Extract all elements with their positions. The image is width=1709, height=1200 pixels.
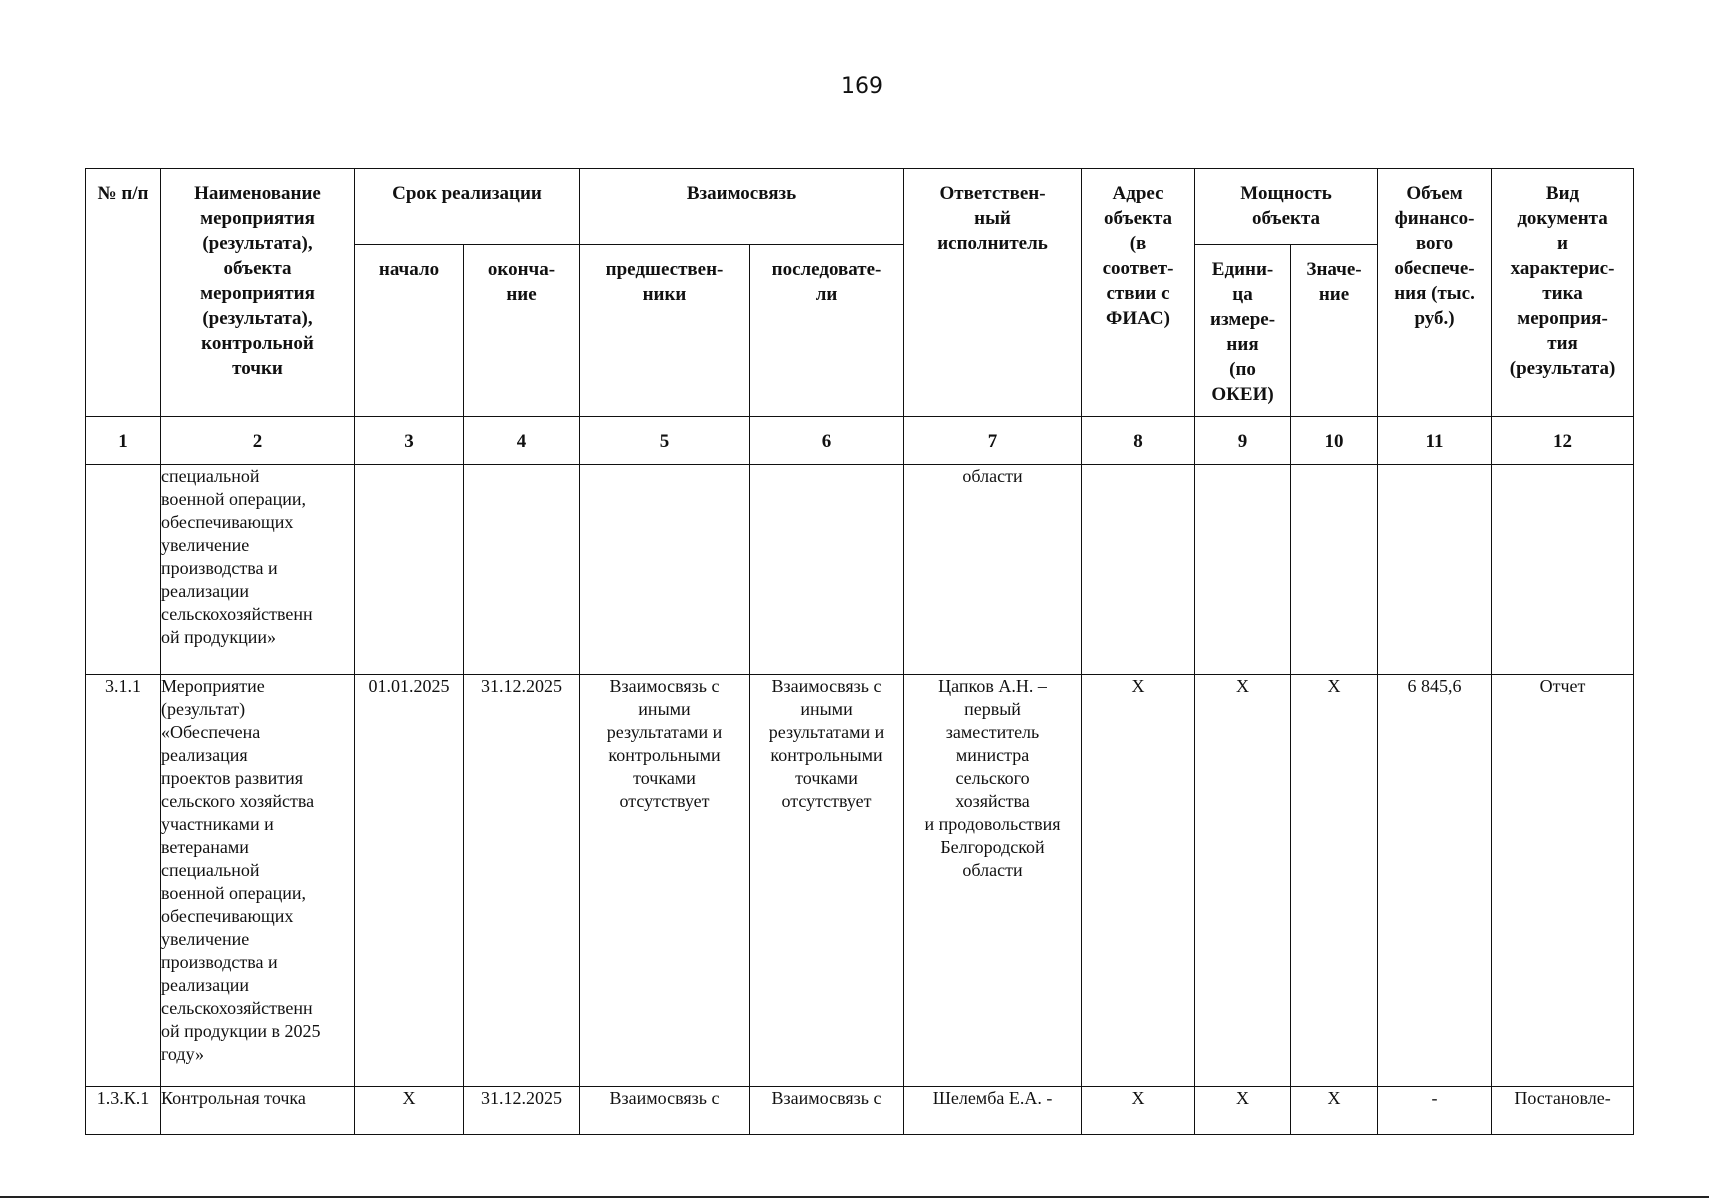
cell-next: Взаимосвязь с иными результатами и контрольными точками отсутствует (750, 675, 904, 1087)
header-address: Адрес объекта (в соответ- ствии с ФИАС) (1082, 169, 1195, 417)
column-number: 4 (464, 417, 580, 465)
header-capacity-value: Значе- ние (1291, 245, 1378, 417)
cell-start: Х (355, 1087, 464, 1135)
header-relation-next: последовате- ли (750, 245, 904, 417)
cell-doc-type: Постановле- (1492, 1087, 1634, 1135)
header-name: Наименование мероприятия (результата), объекта мероприятия (результата), контрольной точки (161, 169, 355, 417)
cell-num: 3.1.1 (86, 675, 161, 1087)
header-capacity-unit: Едини- ца измере- ния (по ОКЕИ) (1195, 245, 1291, 417)
cell-prev: Взаимосвязь с иными результатами и контрольными точками отсутствует (580, 675, 750, 1087)
cell-next: Взаимосвязь с (750, 1087, 904, 1135)
header-row-top (86, 169, 1634, 245)
header-period-start: начало (355, 245, 464, 417)
header-funding: Объем финансо- вого обеспече- ния (тыс. руб.) (1378, 169, 1492, 417)
cell-start: 01.01.2025 (355, 675, 464, 1087)
column-number: 8 (1082, 417, 1195, 465)
cell-executor: Цапков А.Н. – первый заместитель министра сельского хозяйства и продовольствия Белгородской области (904, 675, 1082, 1087)
column-number: 5 (580, 417, 750, 465)
cell-end: 31.12.2025 (464, 1087, 580, 1135)
cell-name: Мероприятие (результат) «Обеспечена реализация проектов развития сельского хозяйства участниками и ветеранами специальной военной операции, обеспечивающих увеличение производства и реализации сельскохозяйственн ой продукции в 2025 году» (161, 675, 355, 1087)
cell-doc-type (1492, 465, 1634, 675)
header-executor: Ответствен- ный исполнитель (904, 169, 1082, 417)
column-number-row (86, 417, 1634, 465)
cell-value: Х (1291, 1087, 1378, 1135)
cell-unit: Х (1195, 1087, 1291, 1135)
page-bottom-rule (0, 1196, 1709, 1198)
header-period-end: оконча- ние (464, 245, 580, 417)
cell-end (464, 465, 580, 675)
cell-num: 1.3.К.1 (86, 1087, 161, 1135)
column-number: 6 (750, 417, 904, 465)
header-capacity: Мощность объекта (1195, 169, 1378, 245)
cell-funding: 6 845,6 (1378, 675, 1492, 1087)
cell-prev: Взаимосвязь с (580, 1087, 750, 1135)
cell-address: Х (1082, 675, 1195, 1087)
cell-executor: области (904, 465, 1082, 675)
column-number: 12 (1492, 417, 1634, 465)
header-relation: Взаимосвязь (580, 169, 904, 245)
column-number: 10 (1291, 417, 1378, 465)
table-row-continuation (86, 465, 1634, 675)
cell-address (1082, 465, 1195, 675)
activities-table (85, 168, 1634, 1135)
header-num: № п/п (86, 169, 161, 417)
cell-name: специальной военной операции, обеспечивающих увеличение производства и реализации сельскохозяйственн ой продукции» (161, 465, 355, 675)
header-doc-type: Вид документа и характерис- тика мероприя- тия (результата) (1492, 169, 1634, 417)
cell-executor: Шелемба Е.А. - (904, 1087, 1082, 1135)
table-row-1-3-k-1 (86, 1087, 1634, 1135)
page-number: 169 (841, 74, 883, 99)
column-number: 3 (355, 417, 464, 465)
cell-name: Контрольная точка (161, 1087, 355, 1135)
cell-prev (580, 465, 750, 675)
cell-start (355, 465, 464, 675)
cell-unit: Х (1195, 675, 1291, 1087)
column-number: 2 (161, 417, 355, 465)
cell-end: 31.12.2025 (464, 675, 580, 1087)
cell-next (750, 465, 904, 675)
cell-doc-type: Отчет (1492, 675, 1634, 1087)
table-row-3-1-1 (86, 675, 1634, 1087)
cell-num (86, 465, 161, 675)
cell-funding (1378, 465, 1492, 675)
cell-address: Х (1082, 1087, 1195, 1135)
cell-value (1291, 465, 1378, 675)
column-number: 9 (1195, 417, 1291, 465)
column-number: 1 (86, 417, 161, 465)
column-number: 7 (904, 417, 1082, 465)
header-relation-prev: предшествен- ники (580, 245, 750, 417)
header-period: Срок реализации (355, 169, 580, 245)
cell-unit (1195, 465, 1291, 675)
column-number: 11 (1378, 417, 1492, 465)
cell-funding: - (1378, 1087, 1492, 1135)
cell-value: Х (1291, 675, 1378, 1087)
